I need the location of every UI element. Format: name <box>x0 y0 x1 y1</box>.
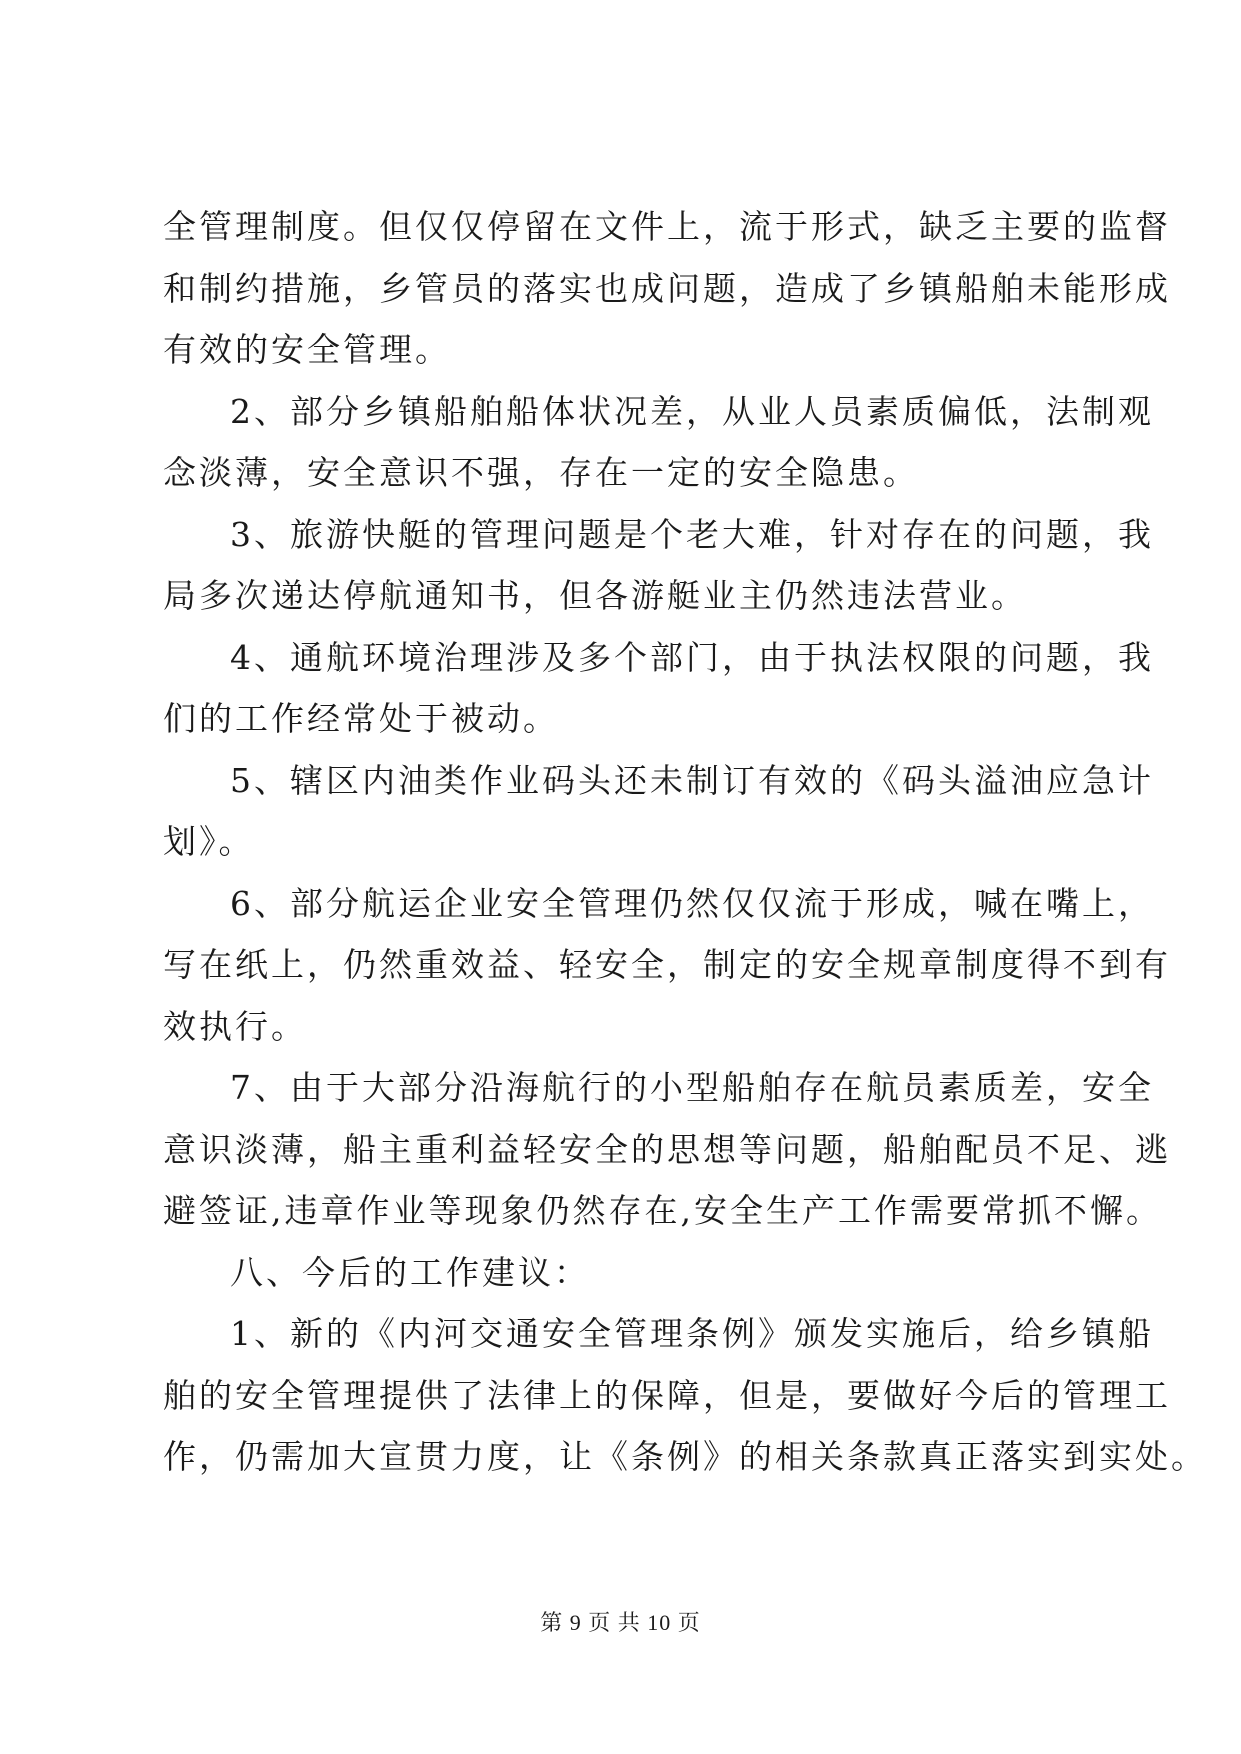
body-line: 念淡薄，安全意识不强，存在一定的安全隐患。 <box>163 453 919 492</box>
document-body <box>163 196 1207 1488</box>
body-line: 作，仍需加大宣贯力度，让《条例》的相关条款真正落实到实处。 <box>163 1437 1207 1476</box>
body-line: 和制约措施，乡管员的落实也成问题，造成了乡镇船舶未能形成 <box>163 268 1171 308</box>
body-line: 3、旅游快艇的管理问题是个老大难，针对存在的问题，我 <box>230 514 1154 554</box>
body-line: 效执行。 <box>163 1006 307 1046</box>
body-line: 们的工作经常处于被动。 <box>163 699 559 738</box>
body-line: 7、由于大部分沿海航行的小型船舶存在航员素质差，安全 <box>230 1068 1154 1107</box>
body-line: 舶的安全管理提供了法律上的保障，但是，要做好今后的管理工 <box>163 1375 1171 1415</box>
body-line: 写在纸上，仍然重效益、轻安全，制定的安全规章制度得不到有 <box>163 945 1171 984</box>
body-line: 6、部分航运企业安全管理仍然仅仅流于形成，喊在嘴上， <box>230 883 1154 923</box>
body-line: 局多次递达停航通知书，但各游艇业主仍然违法营业。 <box>163 576 1027 615</box>
body-line: 4、通航环境治理涉及多个部门，由于执法权限的问题，我 <box>230 637 1154 677</box>
body-line: 5、辖区内油类作业码头还未制订有效的《码头溢油应急计 <box>230 760 1154 800</box>
body-line: 2、部分乡镇船舶船体状况差，从业人员素质偏低，法制观 <box>230 391 1154 431</box>
body-line: 全管理制度。但仅仅停留在文件上，流于形式，缺乏主要的监督 <box>163 207 1171 246</box>
section-heading: 八、今后的工作建议： <box>230 1252 590 1292</box>
body-line: 有效的安全管理。 <box>163 330 451 369</box>
page-number-footer: 第 9 页 共 10 页 <box>540 1610 701 1635</box>
body-line: 意识淡薄，船主重利益轻安全的思想等问题，船舶配员不足、逃 <box>163 1129 1171 1169</box>
body-line: 1、新的《内河交通安全管理条例》颁发实施后，给乡镇船 <box>230 1314 1154 1353</box>
body-line: 避签证,违章作业等现象仍然存在,安全生产工作需要常抓不懈。 <box>163 1191 1162 1230</box>
body-line: 划》。 <box>163 822 255 861</box>
